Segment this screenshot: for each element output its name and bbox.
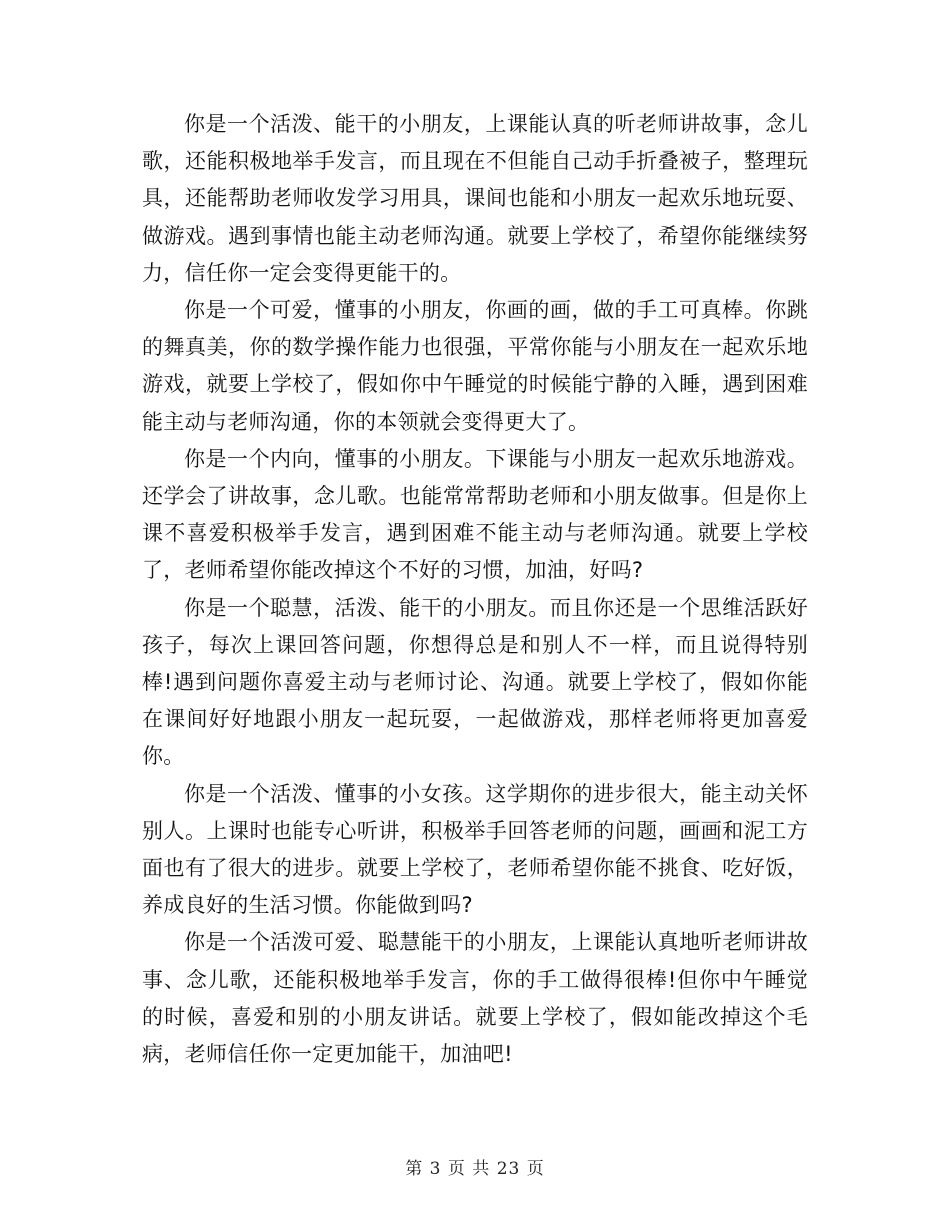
document-body [142,106,808,1073]
page-number-footer: 第 3 页 共 23 页 [405,1159,545,1179]
paragraph: 你是一个内向，懂事的小朋友。下课能与小朋友一起欢乐地游戏。还学会了讲故事，念儿歌。也能常常帮助老师和小朋友做事。但是你上课不喜爱积极举手发言，遇到困难不能主动与老师沟通。就要上学校了，老师希望你能改掉这个不好的习惯，加油，好吗? [142,446,808,583]
paragraph: 你是一个聪慧，活泼、能干的小朋友。而且你还是一个思维活跃好孩子，每次上课回答问题，你想得总是和别人不一样，而且说得特别棒!遇到问题你喜爱主动与老师讨论、沟通。就要上学校了，假如你能在课间好好地跟小朋友一起玩耍，一起做游戏，那样老师将更加喜爱你。 [142,595,808,769]
paragraph: 你是一个可爱，懂事的小朋友，你画的画，做的手工可真棒。你跳的舞真美，你的数学操作能力也很强，平常你能与小朋友在一起欢乐地游戏，就要上学校了，假如你中午睡觉的时候能宁静的入睡，遇到困难能主动与老师沟通，你的本领就会变得更大了。 [142,298,808,434]
paragraph: 你是一个活泼、能干的小朋友，上课能认真的听老师讲故事，念儿歌，还能积极地举手发言，而且现在不但能自己动手折叠被子，整理玩具，还能帮助老师收发学习用具，课间也能和小朋友一起欢乐地玩耍、做游戏。遇到事情也能主动老师沟通。就要上学校了，希望你能继续努力，信任你一定会变得更能干的。 [142,112,808,285]
paragraph: 你是一个活泼、懂事的小女孩。这学期你的进步很大，能主动关怀别人。上课时也能专心听讲，积极举手回答老师的问题，画画和泥工方面也有了很大的进步。就要上学校了，老师希望你能不挑食、吃好饭，养成良好的生活习惯。你能做到吗? [142,781,808,918]
paragraph: 你是一个活泼可爱、聪慧能干的小朋友，上课能认真地听老师讲故事、念儿歌，还能积极地举手发言，你的手工做得很棒!但你中午睡觉的时候，喜爱和别的小朋友讲话。就要上学校了，假如能改掉这个毛病，老师信任你一定更加能干，加油吧! [142,930,808,1067]
